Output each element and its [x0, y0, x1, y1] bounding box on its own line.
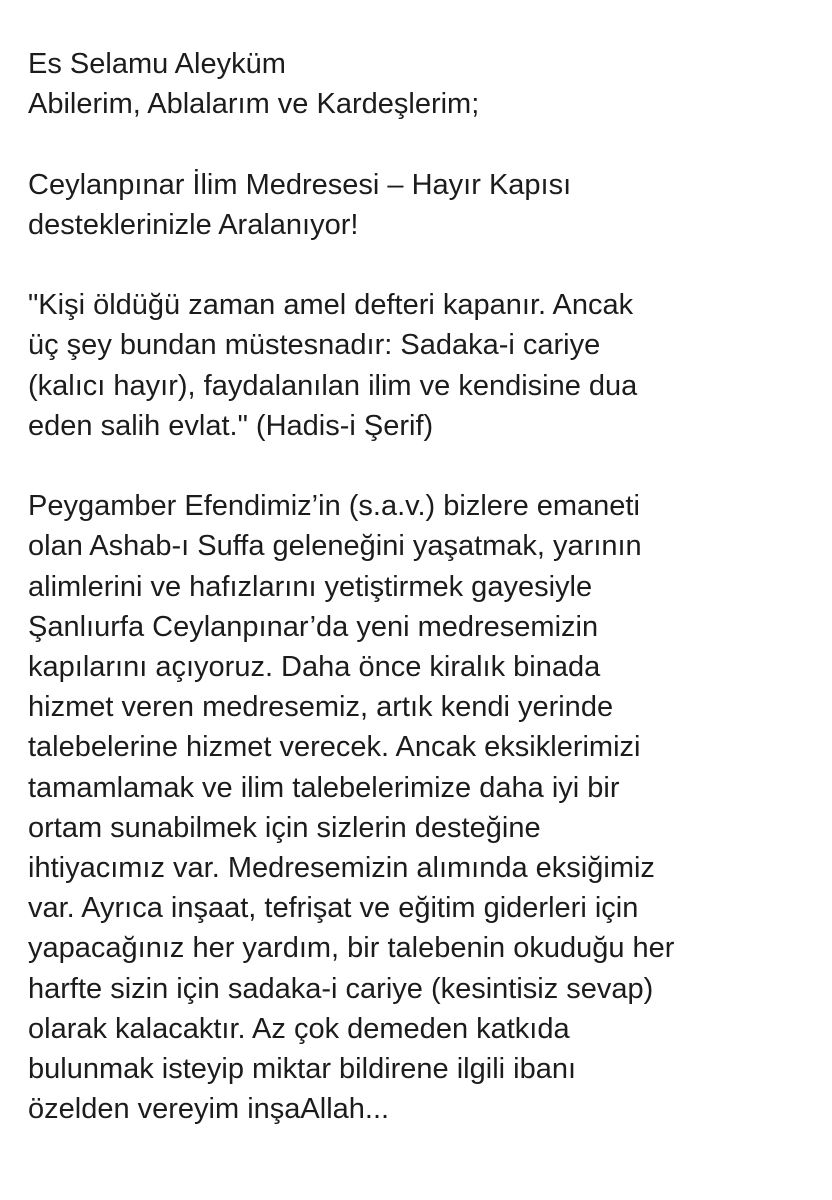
text-line: (kalıcı hayır), faydalanılan ilim ve kendisine dua: [28, 369, 638, 402]
text-line: "Kişi öldüğü zaman amel defteri kapanır. Ancak: [28, 289, 634, 322]
text-line: ihtiyacımız var. Medresemizin alımında eksiğimiz: [28, 852, 655, 885]
text-line: üç şey bundan müstesnadır: Sadaka-i cariye: [28, 329, 601, 362]
text-line: alimlerini ve hafızlarını yetiştirmek gayesiyle: [28, 570, 593, 603]
text-line: ortam sunabilmek için sizlerin desteğine: [28, 811, 541, 844]
message-body: [28, 44, 818, 1129]
text-line: özelden vereyim inşaAllah...: [28, 1093, 390, 1126]
text-line: var. Ayrıca inşaat, tefrişat ve eğitim giderleri için: [28, 892, 639, 925]
text-line: hizmet veren medresemiz, artık kendi yerinde: [28, 691, 614, 724]
text-line: Es Selamu Aleyküm: [28, 48, 286, 80]
text-line: Ceylanpınar İlim Medresesi – Hayır Kapısı: [28, 168, 572, 201]
text-line: talebelerine hizmet verecek. Ancak eksiklerimizi: [28, 731, 641, 764]
greeting-paragraph: [28, 44, 818, 124]
headline-paragraph: [28, 165, 818, 245]
appeal-paragraph: [28, 486, 818, 1129]
hadith-paragraph: [28, 285, 818, 446]
text-line: Peygamber Efendimiz’in (s.a.v.) bizlere emaneti: [28, 490, 640, 523]
text-line: olarak kalacaktır. Az çok demeden katkıda: [28, 1012, 570, 1045]
text-line: harfte sizin için sadaka-i cariye (kesintisiz sevap): [28, 972, 654, 1005]
text-line: eden salih evlat." (Hadis-i Şerif): [28, 409, 434, 442]
text-line: yapacağınız her yardım, bir talebenin okuduğu her: [28, 932, 675, 965]
text-line: Şanlıurfa Ceylanpınar’da yeni medresemizin: [28, 610, 599, 643]
text-line: bulunmak isteyip miktar bildirene ilgili ibanı: [28, 1053, 577, 1086]
text-line: olan Ashab-ı Suffa geleneğini yaşatmak, yarının: [28, 530, 642, 563]
text-line: Abilerim, Ablalarım ve Kardeşlerim;: [28, 88, 480, 121]
text-line: desteklerinizle Aralanıyor!: [28, 208, 359, 241]
text-line: kapılarını açıyoruz. Daha önce kiralık binada: [28, 651, 601, 683]
text-line: tamamlamak ve ilim talebelerimize daha iyi bir: [28, 771, 620, 804]
